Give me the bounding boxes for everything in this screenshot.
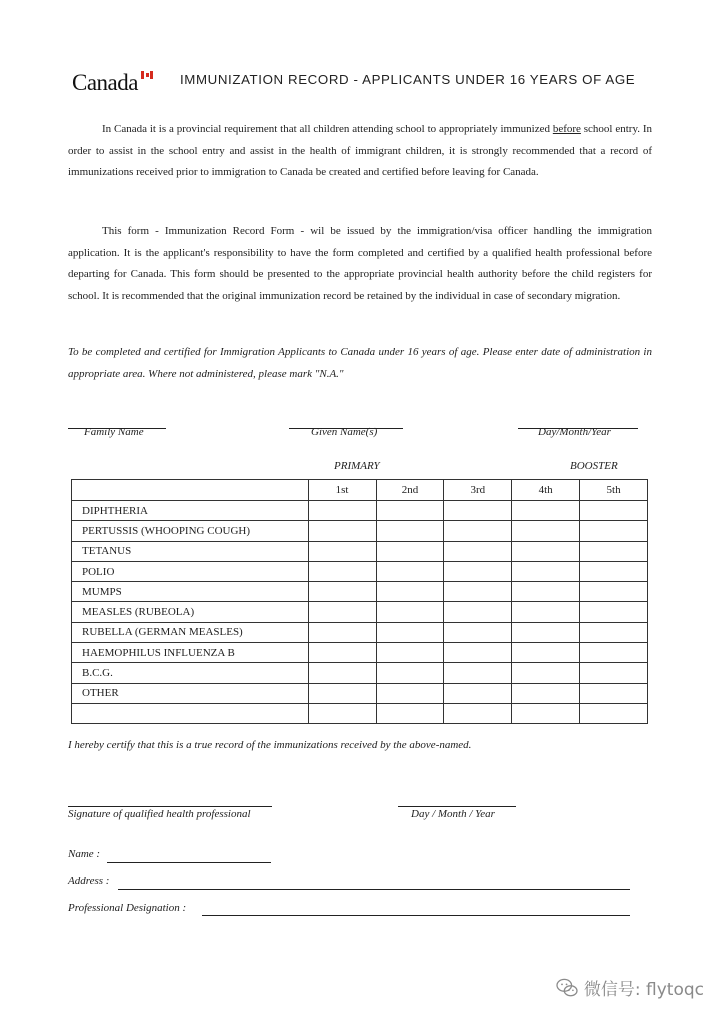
table-row — [72, 541, 648, 561]
vaccine-name: RUBELLA (GERMAN MEASLES) — [72, 622, 309, 642]
dose-date-cell[interactable] — [512, 703, 580, 723]
dose-date-cell[interactable] — [308, 541, 376, 561]
table-header-row — [72, 480, 648, 501]
dose-date-cell[interactable] — [444, 703, 512, 723]
dose-date-cell[interactable] — [376, 602, 444, 622]
table-row — [72, 561, 648, 581]
dose-date-cell[interactable] — [376, 663, 444, 683]
dose-header-4: 4th — [512, 480, 580, 501]
dose-date-cell[interactable] — [376, 683, 444, 703]
dose-date-cell[interactable] — [308, 643, 376, 663]
dose-date-cell[interactable] — [376, 643, 444, 663]
primary-label: PRIMARY — [334, 460, 380, 472]
vaccine-name: DIPHTHERIA — [72, 501, 309, 521]
dose-date-cell[interactable] — [512, 521, 580, 541]
dose-date-cell[interactable] — [376, 703, 444, 723]
professional-designation-field[interactable] — [202, 915, 630, 916]
vaccine-name: HAEMOPHILUS INFLUENZA B — [72, 643, 309, 663]
dose-date-cell[interactable] — [512, 683, 580, 703]
dose-date-cell[interactable] — [444, 643, 512, 663]
dose-date-cell[interactable] — [444, 602, 512, 622]
dose-date-cell[interactable] — [376, 561, 444, 581]
dose-date-cell[interactable] — [308, 663, 376, 683]
page-title: IMMUNIZATION RECORD - APPLICANTS UNDER 16 YEARS OF AGE — [180, 72, 636, 87]
wechat-icon — [556, 978, 578, 998]
address-label: Address : — [68, 875, 110, 887]
dose-date-cell[interactable] — [512, 541, 580, 561]
dose-date-cell[interactable] — [376, 521, 444, 541]
dose-date-cell[interactable] — [308, 582, 376, 602]
p1-text-end: school entry. In order to assist in the school entry and assist in the health of immigrant children, it is strongly recommended that a record of immunizations received prior to immigration to Canada be created and certified before leaving for Canada. — [68, 123, 652, 179]
dose-date-cell[interactable] — [580, 663, 648, 683]
professional-designation-label: Professional Designation : — [68, 902, 187, 914]
p1-underlined-word: before — [552, 123, 581, 135]
dose-header-1: 1st — [308, 480, 376, 501]
instructions: To be completed and certified for Immigration Applicants to Canada under 16 years of age. Please enter date of administration in appropriate area. Where not administered, please mark "N.A." — [68, 346, 652, 380]
watermark-text: 微信号: flytoqc — [583, 980, 704, 1000]
dose-date-cell[interactable] — [444, 501, 512, 521]
dose-date-cell[interactable] — [512, 622, 580, 642]
dose-date-cell[interactable] — [308, 683, 376, 703]
dose-date-cell[interactable] — [308, 602, 376, 622]
vaccine-name: PERTUSSIS (WHOOPING COUGH) — [72, 521, 309, 541]
family-name-label: Family Name — [84, 426, 144, 438]
intro-paragraph-2 — [68, 221, 652, 307]
dose-header-3: 3rd — [444, 480, 512, 501]
dose-date-cell[interactable] — [512, 643, 580, 663]
date-of-birth-label: Day/Month/Year — [538, 426, 611, 438]
table-row — [72, 501, 648, 521]
table-row — [72, 602, 648, 622]
dose-date-cell[interactable] — [308, 521, 376, 541]
dose-date-cell[interactable] — [512, 663, 580, 683]
dose-header-2: 2nd — [376, 480, 444, 501]
dose-date-cell[interactable] — [376, 501, 444, 521]
table-corner-cell — [72, 480, 309, 501]
canada-flag-icon — [141, 71, 153, 79]
dose-date-cell[interactable] — [580, 703, 648, 723]
dose-date-cell[interactable] — [580, 602, 648, 622]
dose-date-cell[interactable] — [444, 521, 512, 541]
dose-date-cell[interactable] — [308, 703, 376, 723]
table-row — [72, 521, 648, 541]
dose-date-cell[interactable] — [512, 602, 580, 622]
dose-date-cell[interactable] — [376, 622, 444, 642]
table-row — [72, 643, 648, 663]
signature-field[interactable] — [68, 806, 272, 807]
immunization-table — [71, 479, 648, 724]
dose-date-cell[interactable] — [444, 683, 512, 703]
dose-date-cell[interactable] — [444, 622, 512, 642]
dose-date-cell[interactable] — [580, 521, 648, 541]
dose-date-cell[interactable] — [580, 561, 648, 581]
signature-label: Signature of qualified health professional — [68, 808, 251, 820]
name-field[interactable] — [107, 862, 271, 863]
dose-date-cell[interactable] — [512, 582, 580, 602]
dose-date-cell[interactable] — [376, 582, 444, 602]
intro-paragraph-1 — [68, 119, 652, 184]
vaccine-name: B.C.G. — [72, 663, 309, 683]
dose-date-cell[interactable] — [580, 541, 648, 561]
dose-date-cell[interactable] — [444, 582, 512, 602]
dose-header-5: 5th — [580, 480, 648, 501]
booster-label: BOOSTER — [570, 460, 618, 472]
dose-date-cell[interactable] — [376, 541, 444, 561]
canada-logo: Canada — [72, 70, 138, 95]
vaccine-name: TETANUS — [72, 541, 309, 561]
table-row — [72, 663, 648, 683]
dose-date-cell[interactable] — [444, 663, 512, 683]
dose-date-cell[interactable] — [444, 561, 512, 581]
dose-date-cell[interactable] — [308, 561, 376, 581]
wechat-watermark — [556, 975, 704, 1000]
name-label: Name : — [68, 848, 101, 860]
table-row — [72, 683, 648, 703]
table-row — [72, 582, 648, 602]
vaccine-name: MUMPS — [72, 582, 309, 602]
certification-statement: I hereby certify that this is a true record of the immunizations received by the above-named. — [68, 739, 472, 751]
dose-date-cell[interactable] — [512, 561, 580, 581]
vaccine-name: POLIO — [72, 561, 309, 581]
dose-date-cell[interactable] — [580, 501, 648, 521]
dose-date-cell[interactable] — [308, 622, 376, 642]
vaccine-name: MEASLES (RUBEOLA) — [72, 602, 309, 622]
dose-date-cell[interactable] — [580, 582, 648, 602]
table-row — [72, 622, 648, 642]
given-names-label: Given Name(s) — [311, 426, 378, 438]
signature-date-label: Day / Month / Year — [411, 808, 495, 820]
vaccine-name — [72, 703, 309, 723]
vaccine-name: OTHER — [72, 683, 309, 703]
dose-date-cell[interactable] — [580, 643, 648, 663]
dose-date-cell[interactable] — [308, 501, 376, 521]
dose-date-cell[interactable] — [580, 683, 648, 703]
p1-text-start: In Canada it is a provincial requirement that all children attending school to appropriately immunized — [102, 123, 553, 135]
signature-date-field[interactable] — [398, 806, 516, 807]
dose-date-cell[interactable] — [512, 501, 580, 521]
dose-date-cell[interactable] — [580, 622, 648, 642]
dose-date-cell[interactable] — [444, 541, 512, 561]
address-field[interactable] — [118, 889, 630, 890]
table-row — [72, 703, 648, 723]
p2-text: This form - Immunization Record Form - wil be issued by the immigration/visa officer handling the immigration application. It is the applicant's responsibility to have the form completed and certified by a qualified health professional before departing for Canada. This form should be presented to the appropriate provincial health authority before the child registers for school. It is recommended that the original immunization record be retained by the individual in case of secondary migration. — [68, 225, 652, 302]
